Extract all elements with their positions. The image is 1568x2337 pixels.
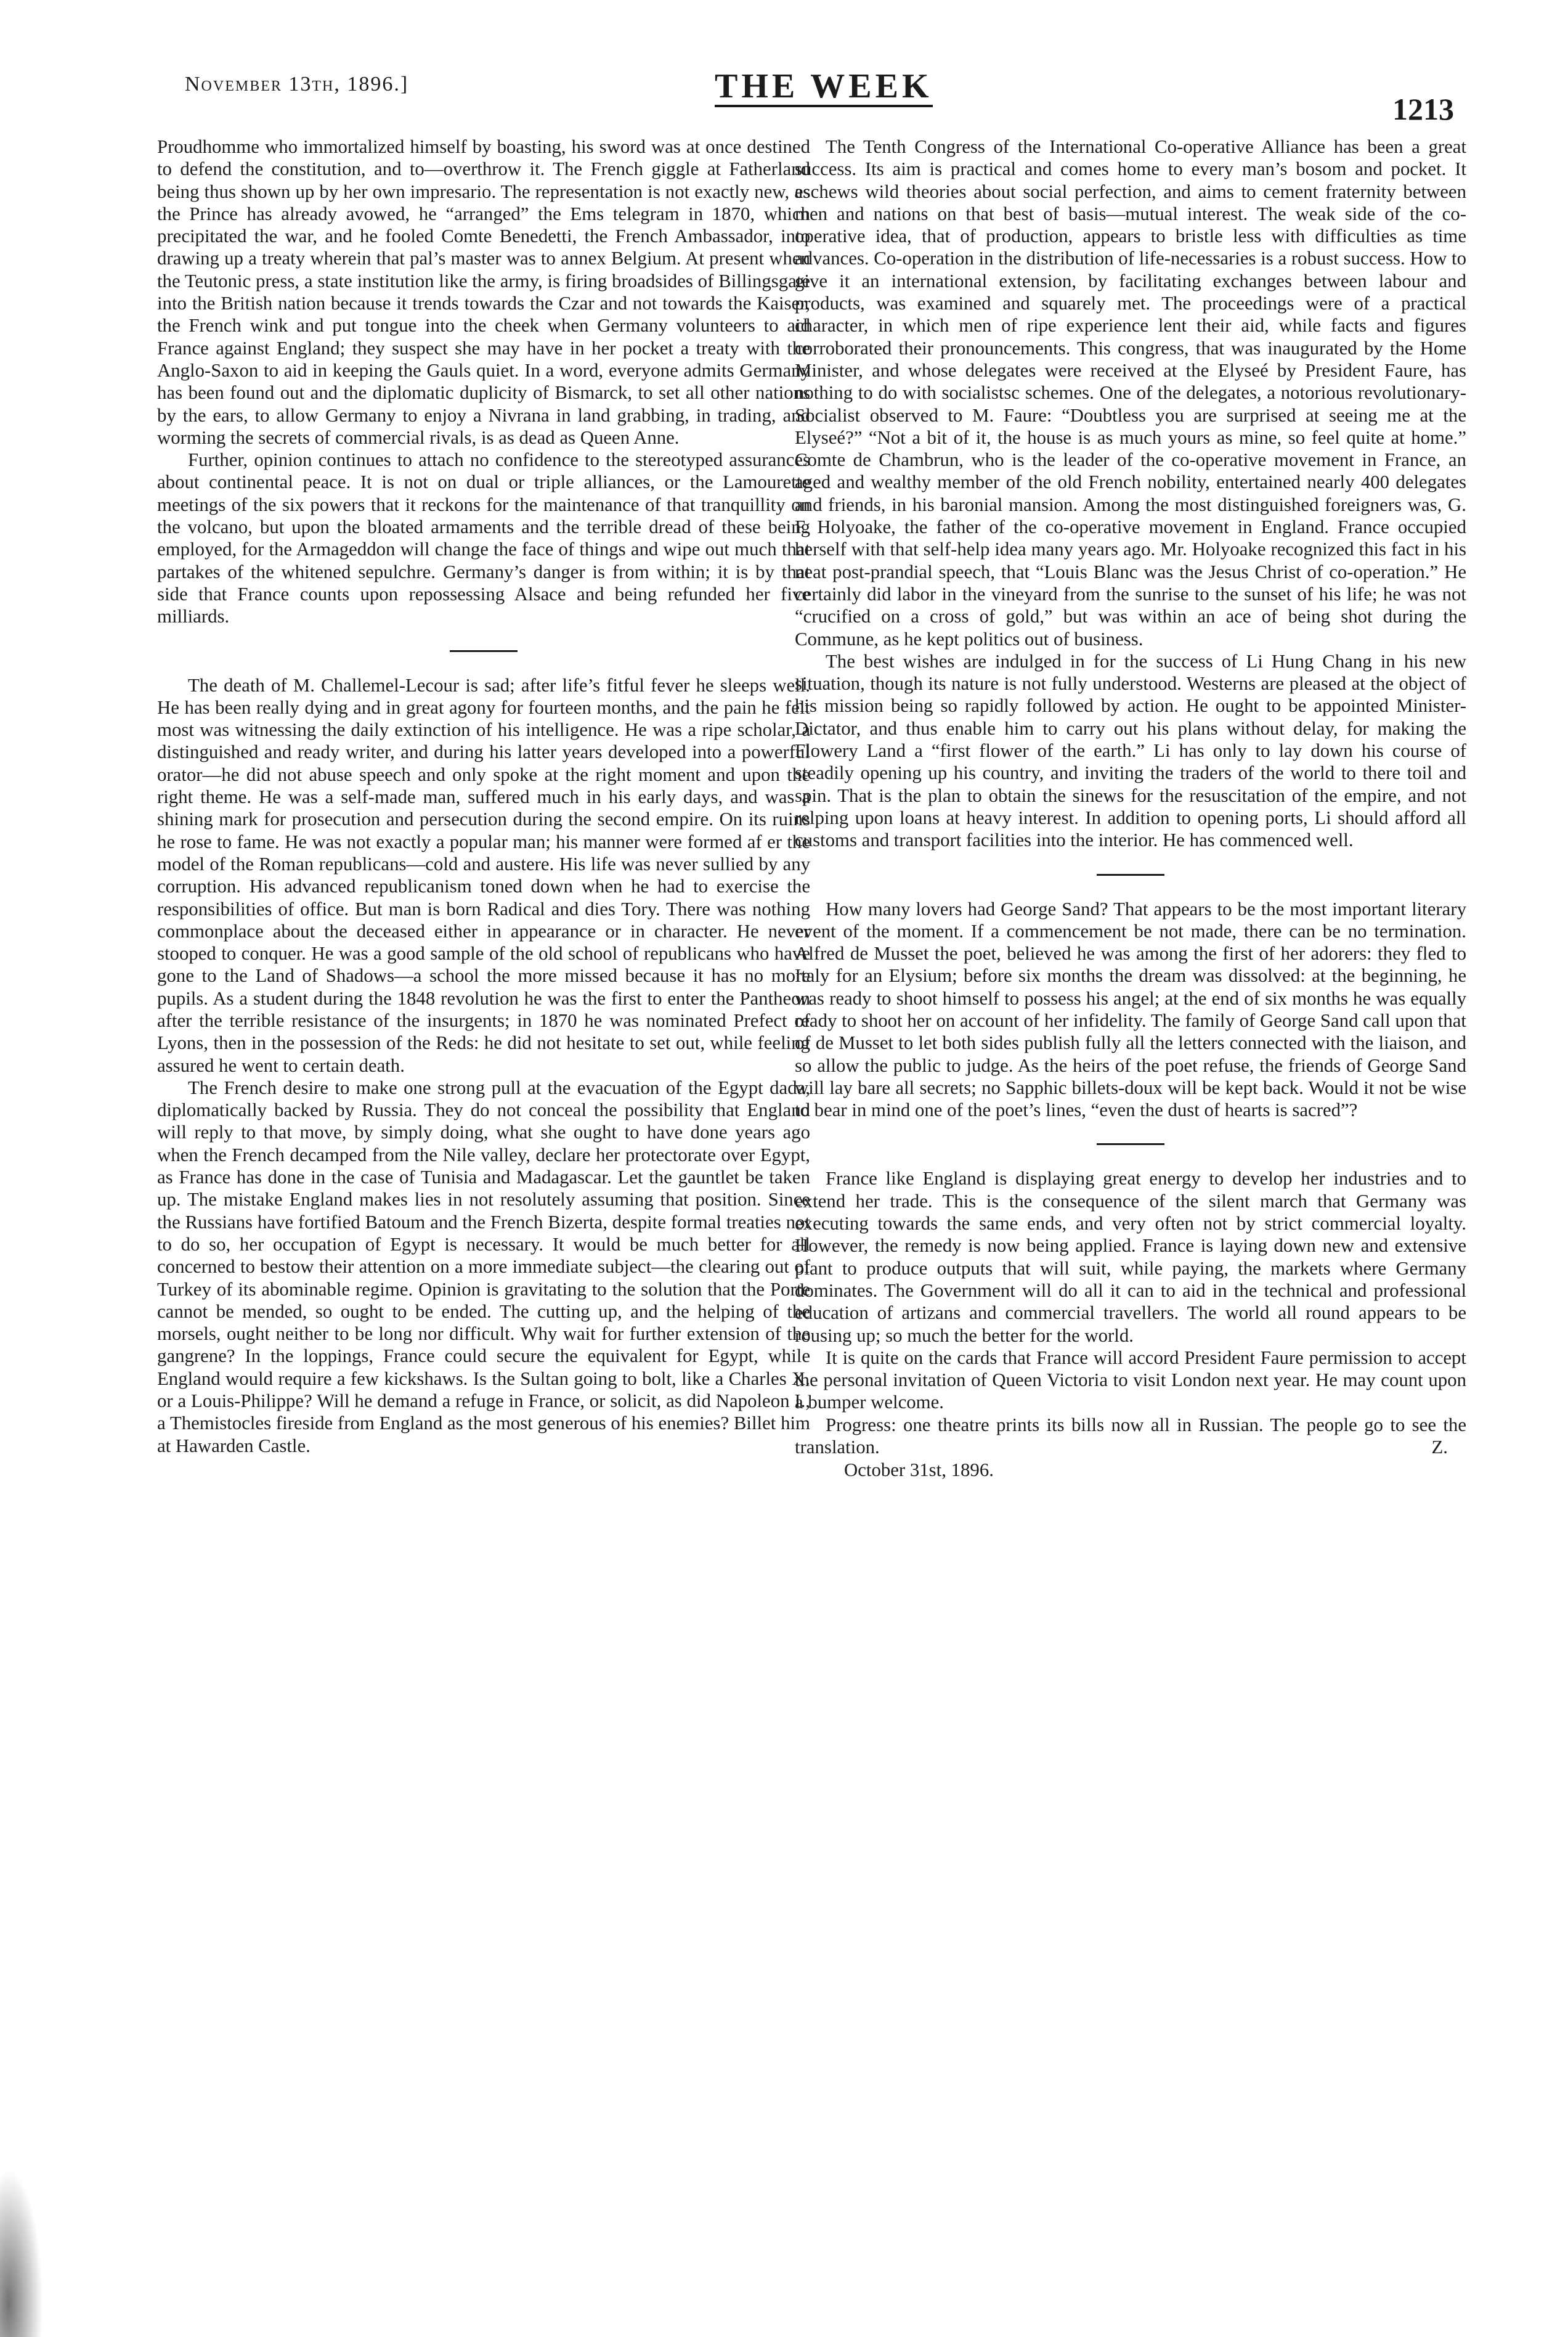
section-divider bbox=[1097, 1143, 1164, 1145]
paragraph-cooperative-congress: The Tenth Congress of the International Co-operative Alliance has been a great success. Its aim is practical and comes home to every man’s bosom and pocket. It eschews wild theories about social perfection, and aims to cement fraternity between men and nations on that best of basis—mutual interest. The weak side of the co-operative idea, that of production, appears to bristle less with difficulties as time advances. Co-operation in the distribution of life-necessaries is a robust success. How to give it an international extension, by facilitating exchanges between labour and products, was examined and squarely met. The proceedings were of a practical character, in which men of ripe experience lent their aid, while facts and figures corroborated their pronouncements. This congress, that was inaugurated by the Home Minister, and whose delegates were received at the Elyseé by President Faure, has nothing to do with socialistsc schemes. One of the delegates, a notorious revolutionary-Socialist observed to M. Faure: “Doubtless you are surprised at seeing me at the Elyseé?” “Not a bit of it, the house is as much yours as mine, so feel quite at home.” Comte de Chambrun, who is the leader of the co-operative movement in France, an aged and wealthy member of the old French nobility, entertained nearly 400 delegates and friends, in his baronial mansion. Among the most distinguished foreigners was, G. F. Holyoake, the father of the co-operative movement in England. France occupied herself with that self-help idea many years ago. Mr. Holyoake recognized this fact in his neat post-prandial speech, that “Louis Blanc was the Jesus Christ of co-operation.” He certainly did labor in the vineyard from the sunrise to the sunset of his life; he was not “crucified on a cross of gold,” but was within an ace of being shot during the Commune, as he kept politics out of business. bbox=[795, 136, 1466, 650]
scan-margin-smudge bbox=[0, 2169, 43, 2337]
author-signature: Z. bbox=[1431, 1437, 1448, 1458]
issue-date: November 13th, 1896.] bbox=[185, 73, 409, 96]
paragraph-theatre-russian: Progress: one theatre prints its bills now all in Russian. The people go to see the translation. bbox=[795, 1414, 1466, 1458]
paragraph-faure-invitation: It is quite on the cards that France will accord President Faure permission to accept the personal invitation of Queen Victoria to visit London next year. He may count upon a bumper welcome. bbox=[795, 1347, 1466, 1413]
publication-title: THE WEEK bbox=[715, 68, 933, 107]
page-number: 1213 bbox=[1392, 92, 1454, 126]
paragraph-li-hung-chang: The best wishes are indulged in for the success of Li Hung Chang in his new situation, though its nature is not fully understood. Westerns are pleased at the object of his mission being so rapidly followed by action. He ought to be appointed Minister-Dictator, and thus enable him to carry out his plans without delay, for making the Flowery Land a “first flower of the earth.” Li has only to lay down his course of steadily opening up his country, and inviting the traders of the world to there toil and spin. That is the plan to obtain the sinews for the resuscitation of the empire, and not relping upon loans at heavy interest. In addition to opening ports, Li should afford all customs and transport facilities into the interior. He has commenced well. bbox=[795, 650, 1466, 851]
section-divider bbox=[450, 650, 518, 652]
left-column bbox=[157, 136, 810, 1457]
paragraph-continental-peace: Further, opinion continues to attach no confidence to the stereotyped assurances about continental peace. It is not on dual or triple alliances, or the Lamourette meetings of the six powers that it reckons for the maintenance of that tranquillity on the volcano, but upon the bloated armaments and the terrible dread of these being employed, for the Armageddon will change the face of things and wipe out much that partakes of the whitened sepulchre. Germany’s danger is from within; it is by that side that France counts upon repossessing Alsace and being refunded her five milliards. bbox=[157, 449, 810, 627]
paragraph-bismarck-revelations: Proudhomme who immortalized himself by boasting, his sword was at once destined to defend the constitution, and to—overthrow it. The French giggle at Fatherland being thus shown up by her own impresario. The representation is not exactly new, as the Prince has already avowed, he “arranged” the Ems telegram in 1870, which precipitated the war, and he fooled Comte Benedetti, the French Ambassador, into drawing up a treaty wherein that pal’s master was to annex Belgium. At present when the Teutonic press, a state institution like the army, is firing broadsides of Billingsgate into the British nation because it trends towards the Czar and not towards the Kaiser, the French wink and put tongue into the cheek when Germany volunteers to aid France against England; they suspect she may have in her pocket a treaty with the Anglo-Saxon to aid in keeping the Gauls quiet. In a word, everyone admits Germany has been found out and the diplomatic duplicity of Bismarck, to set all other nations by the ears, to allow Germany to enjoy a Nivrana in land grabbing, in trading, and worming the secrets of commercial rivals, is as dead as Queen Anne. bbox=[157, 136, 810, 448]
paragraph-george-sand: How many lovers had George Sand? That appears to be the most important literary event of the moment. If a commencement be not made, there can be no termination. Alfred de Musset the poet, believed he was among the first of her adorers: they fled to Italy for an Elysium; before six months the dream was dissolved: at the beginning, he was ready to shoot himself to possess his angel; at the end of six months he was equally ready to shoot her on account of her infidelity. The family of George Sand call upon that of de Musset to let both sides publish fully all the letters connected with the liaison, and so allow the public to judge. As the heirs of the poet refuse, the friends of George Sand will lay bare all secrets; no Sapphic billets-doux will be kept back. Would it not be wise to bear in mind one of the poet’s lines, “even the dust of hearts is sacred”? bbox=[795, 898, 1466, 1121]
right-column bbox=[795, 136, 1466, 1481]
page-header bbox=[0, 0, 1568, 148]
section-divider bbox=[1097, 874, 1164, 876]
paragraph-french-industry: France like England is displaying great energy to develop her industries and to extend her trade. This is the consequence of the silent march that Germany was executing towards the same ends, and very often not by strict commercial loyalty. However, the remedy is now being applied. France is laying down new and extensive plant to produce outputs that will suit, while paying, the markets where Germany dominates. The Government will do all it can to aid in the technical and professional education of artizans and commercial travellers. The world all round appears to be rousing up; so much the better for the world. bbox=[795, 1168, 1466, 1346]
paragraph-egypt-evacuation: The French desire to make one strong pull at the evacuation of the Egypt dada, diplomatically backed by Russia. They do not conceal the possibility that England will reply to that move, by simply doing, what she ought to have done years ago when the French decamped from the Nile valley, declare her protectorate over Egypt, as France has done in the case of Tunisia and Madagascar. Let the gauntlet be taken up. The mistake England makes lies in not resolutely assuming that position. Since the Russians have fortified Batoum and the French Bizerta, despite formal treaties not to do so, her occupation of Egypt is necessary. It would be much better for all concerned to bestow their attention on a more immediate subject—the clearing out of Turkey of its abominable regime. Opinion is gravitating to the solution that the Porte cannot be mended, so ought to be ended. The cutting up, and the helping of the morsels, ought neither to be long nor difficult. Why wait for further extension of the gangrene? In the loppings, France could secure the equivalent for Egypt, while England would require a few kickshaws. Is the Sultan going to bolt, like a Charles X. or a Louis-Philippe? Will he demand a refuge in France, or solicit, as did Napoleon I., a Themistocles fireside from England as the most generous of his enemies? Billet him at Hawarden Castle. bbox=[157, 1077, 810, 1456]
paragraph-challemel-lacour: The death of M. Challemel-Lecour is sad; after life’s fitful fever he sleeps well. He has been really dying and in great agony for fourteen months, and the pain he felt most was witnessing the daily extinction of his intelligence. He was a ripe scholar, a distinguished and ready writer, and during his latter years developed into a powerful orator—he did not abuse speech and only spoke at the right moment and upon the right theme. He was a self-made man, suffered much in his early days, and was a shining mark for prosecution and persecution during the second empire. On its ruins he rose to fame. He was not exactly a popular man; his manner were formed af er the model of the Roman republicans—cold and austere. His life was never sullied by any corruption. His advanced republicanism toned down when he had to exercise the responsibilities of office. But man is born Radical and dies Tory. There was nothing commonplace about the deceased either in appearance or in character. He never stooped to conquer. He was a good sample of the old school of republicans who have gone to the Land of Shadows—a school the more missed because it has no more pupils. As a student during the 1848 revolution he was the first to enter the Pantheon after the terrible resistance of the insurgents; in 1870 he was nominated Prefect of Lyons, then in the possession of the Reds: he did not hesitate to set out, while feeling assured he went to certain death. bbox=[157, 674, 810, 1076]
article-dateline: October 31st, 1896. bbox=[844, 1459, 994, 1480]
